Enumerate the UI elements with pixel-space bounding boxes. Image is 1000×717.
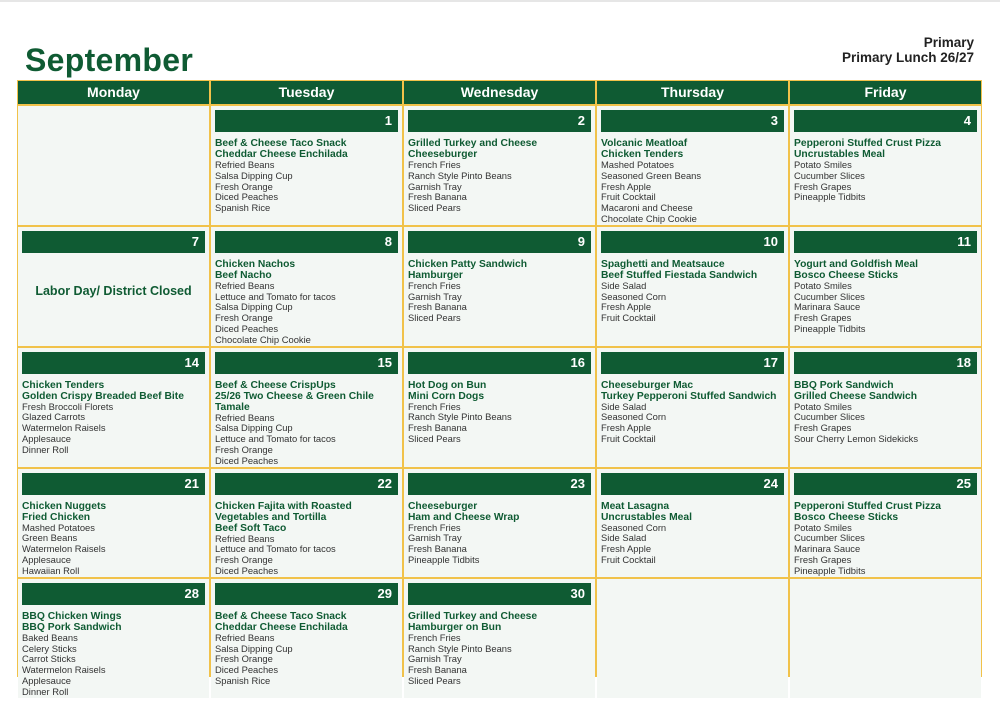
day-cell [404,227,595,346]
side-item: Refried Beans [215,631,275,643]
side-item: Ranch Style Pinto Beans [408,169,512,181]
date-number: 3 [601,110,784,132]
date-number: 18 [794,352,977,374]
entree-item: Golden Crispy Breaded Beef Bite [22,390,184,402]
side-item: Fresh Orange [215,554,273,566]
side-item: Applesauce [22,432,71,444]
side-item: Celery Sticks [22,642,77,654]
side-item: Fresh Apple [601,180,652,192]
entree-item: Chicken Patty Sandwich [408,258,528,270]
side-item: Fruit Cocktail [601,553,656,565]
side-item: Garnish Tray [408,653,462,665]
entree-item: Cheddar Cheese Enchilada [215,621,348,633]
calendar-grid [17,80,982,697]
side-item: Refried Beans [215,411,275,423]
side-item: Fresh Apple [601,543,652,555]
entree-item: Cheeseburger [408,149,478,160]
side-item: Fresh Orange [215,312,273,324]
date-number: 29 [215,583,398,605]
closure-notice: Labor Day/ District Closed [35,283,192,298]
side-item: Fresh Apple [601,301,652,313]
side-item: Ranch Style Pinto Beans [408,411,512,423]
side-item: Salsa Dipping Cup [215,642,293,654]
entree-item: Beef & Cheese CrispUps [215,379,336,391]
side-item: Sliced Pears [408,312,461,324]
day-cell [790,106,981,225]
entree-item: Turkey Pepperoni Stuffed Sandwich [601,390,777,402]
side-item: Chocolate Chip Cookie [601,212,697,224]
day-header-monday: Monday [18,81,209,104]
side-item: Sour Cherry Lemon Sidekicks [794,432,919,444]
side-item: Green Beans [22,532,78,544]
day-cell [211,227,402,346]
entree-item: Hamburger on Bun [408,621,502,633]
day-header-tuesday: Tuesday [211,81,402,104]
entree-item: Chicken Tenders [601,149,684,160]
date-number: 14 [22,352,205,374]
entree-item: Ham and Cheese Wrap [408,511,520,523]
date-number: 1 [215,110,398,132]
date-number: 11 [794,231,977,253]
entree-item: Beef Stuffed Fiestada Sandwich [601,269,758,281]
day-header-wednesday: Wednesday [404,81,595,104]
entree-item: Meat Lasagna [601,500,670,512]
entree-item: Beef Soft Taco [215,522,287,534]
entree-item: Mini Corn Dogs [408,390,485,402]
date-number: 9 [408,231,591,253]
side-item: Cucumber Slices [794,411,865,423]
side-item: Hawaiian Roll [22,564,80,576]
side-item: Pineapple Tidbits [794,322,866,334]
entree-item: Pepperoni Stuffed Crust Pizza [794,138,942,149]
entree-item: Grilled Turkey and Cheese [408,138,538,149]
side-item: Salsa Dipping Cup [215,301,293,313]
date-number: 25 [794,473,977,495]
entree-item: Spaghetti and Meatsauce [601,258,725,270]
date-number: 2 [408,110,591,132]
day-cell [790,348,981,467]
day-cell [211,579,402,698]
side-item: Garnish Tray [408,290,462,302]
side-item: Fruit Cocktail [601,312,656,324]
day-cell [597,348,788,467]
side-item: Seasoned Corn [601,411,667,423]
date-number: 30 [408,583,591,605]
side-item: Sliced Pears [408,432,461,444]
side-item: Refried Beans [215,159,275,170]
side-item: Applesauce [22,553,71,565]
entree-item: Pepperoni Stuffed Crust Pizza [794,500,942,512]
side-item: Fresh Banana [408,422,467,434]
side-item: Seasoned Green Beans [601,169,702,181]
day-cell [790,469,981,577]
entree-item: Chicken Nuggets [22,500,107,512]
side-item: Diced Peaches [215,322,279,334]
empty-day-cell [790,579,981,698]
side-item: Diced Peaches [215,454,279,466]
side-item: Spanish Rice [215,674,271,686]
entree-item: BBQ Pork Sandwich [22,621,122,633]
date-number: 24 [601,473,784,495]
side-item: Lettuce and Tomato for tacos [215,543,336,555]
side-item: Fruit Cocktail [601,432,656,444]
entree-item: Bosco Cheese Sticks [794,269,899,281]
side-item: Garnish Tray [408,180,462,192]
side-item: Lettuce and Tomato for tacos [215,290,336,302]
day-cell [404,348,595,467]
entree-item: Hamburger [408,269,463,281]
side-item: Watermelon Raisels [22,543,106,555]
side-item: French Fries [408,521,461,533]
side-item: Fresh Grapes [794,312,852,324]
side-item: Watermelon Raisels [22,422,106,434]
side-item: Chocolate Chip Cookie [215,333,311,345]
date-number: 22 [215,473,398,495]
side-item: Salsa Dipping Cup [215,169,293,181]
day-cell [211,106,402,225]
side-item: Carrot Sticks [22,653,76,665]
side-item: Potato Smiles [794,521,852,533]
entree-item: Yogurt and Goldfish Meal [794,258,918,270]
menu-title: Primary Lunch 26/27 [841,50,974,65]
day-cell [404,106,595,225]
day-cell [790,227,981,346]
day-cell [211,348,402,467]
menu-header [842,35,974,65]
day-cell [18,348,209,467]
side-item: Fresh Broccoli Florets [22,400,114,412]
empty-day-cell [597,579,788,698]
date-number: 28 [22,583,205,605]
date-number: 23 [408,473,591,495]
side-item: Marinara Sauce [794,301,861,313]
side-item: French Fries [408,279,461,291]
page-title: September [25,42,194,78]
day-cell [404,469,595,577]
side-item: Salsa Dipping Cup [215,422,293,434]
side-item: Refried Beans [215,532,275,544]
date-number: 17 [601,352,784,374]
date-number: 4 [794,110,977,132]
side-item: Side Salad [601,279,647,291]
side-item: Fresh Banana [408,543,467,555]
side-item: Fresh Grapes [794,180,852,192]
entree-item: Volcanic Meatloaf [601,138,688,149]
side-item: Baked Beans [22,631,78,643]
side-item: Refried Beans [215,279,275,291]
side-item: Sliced Pears [408,202,461,214]
side-item: Watermelon Raisels [22,664,106,676]
side-item: Glazed Carrots [22,411,86,423]
menu-level: Primary [923,35,974,50]
side-item: Fresh Grapes [794,422,852,434]
entree-item: Cheeseburger Mac [601,379,694,391]
side-item: Fresh Banana [408,301,467,313]
side-item: Fresh Grapes [794,553,852,565]
entree-item: Fried Chicken [22,511,91,523]
entree-item: Chicken Fajita with Roasted Vegetables and Tortilla [215,500,352,523]
side-item: Fruit Cocktail [601,191,656,203]
entree-item: Chicken Nachos [215,258,296,270]
side-item: Diced Peaches [215,564,279,576]
day-header-friday: Friday [790,81,981,104]
date-number: 7 [22,231,205,253]
side-item: Pineapple Tidbits [408,553,480,565]
side-item: Applesauce [22,674,71,686]
entree-item: Cheddar Cheese Enchilada [215,149,348,160]
top-divider [0,0,1000,2]
side-item: Sliced Pears [408,674,461,686]
day-header-thursday: Thursday [597,81,788,104]
entree-item: Beef & Cheese Taco Snack [215,138,347,149]
side-item: Seasoned Corn [601,290,667,302]
entree-item: Hot Dog on Bun [408,379,487,391]
side-item: Side Salad [601,532,647,544]
day-cell [404,579,595,698]
side-item: Potato Smiles [794,159,852,170]
day-cell [18,469,209,577]
empty-day-cell [18,106,209,225]
side-item: Fresh Banana [408,664,467,676]
date-number: 10 [601,231,784,253]
entree-item: Grilled Cheese Sandwich [794,390,918,402]
entree-item: Beef & Cheese Taco Snack [215,610,347,622]
day-cell [211,469,402,577]
side-item: Fresh Banana [408,191,467,203]
side-item: Diced Peaches [215,664,279,676]
side-item: Cucumber Slices [794,532,865,544]
side-item: French Fries [408,400,461,412]
side-item: French Fries [408,159,461,170]
side-item: Pineapple Tidbits [794,564,866,576]
day-cell [597,106,788,225]
date-number: 16 [408,352,591,374]
side-item: Fresh Orange [215,180,273,192]
side-item: Potato Smiles [794,400,852,412]
side-item: Side Salad [601,400,647,412]
side-item: Mashed Potatoes [22,521,95,533]
entree-item: Bosco Cheese Sticks [794,511,899,523]
side-item: Cucumber Slices [794,169,865,181]
side-item: Seasoned Corn [601,521,667,533]
side-item: Pineapple Tidbits [794,191,866,203]
side-item: French Fries [408,631,461,643]
date-number: 8 [215,231,398,253]
day-cell [597,469,788,577]
side-item: Cucumber Slices [794,290,865,302]
side-item: Ranch Style Pinto Beans [408,642,512,654]
entree-item: Uncrustables Meal [794,149,885,160]
entree-item: Chicken Tenders [22,379,105,391]
entree-item: BBQ Pork Sandwich [794,379,894,391]
side-item: Spanish Rice [215,202,271,214]
side-item: Dinner Roll [22,685,69,697]
entree-item: Beef Nacho [215,269,272,281]
date-number: 15 [215,352,398,374]
date-number: 21 [22,473,205,495]
entree-item: Grilled Turkey and Cheese [408,610,538,622]
side-item: Dinner Roll [22,443,69,455]
side-item: Mashed Potatoes [601,159,674,170]
side-item: Marinara Sauce [794,543,861,555]
entree-item: Cheeseburger [408,500,478,512]
side-item: Fresh Orange [215,443,273,455]
entree-item: 25/26 Two Cheese & Green Chile Tamale [215,390,374,413]
side-item: Potato Smiles [794,279,852,291]
day-cell [18,227,209,346]
day-cell [597,227,788,346]
side-item: Garnish Tray [408,532,462,544]
side-item: Fresh Apple [601,422,652,434]
side-item: Lettuce and Tomato for tacos [215,433,336,445]
entree-item: BBQ Chicken Wings [22,610,122,622]
side-item: Diced Peaches [215,191,279,203]
entree-item: Uncrustables Meal [601,511,692,523]
side-item: Fresh Orange [215,653,273,665]
day-cell [18,579,209,698]
side-item: Macaroni and Cheese [601,202,693,214]
